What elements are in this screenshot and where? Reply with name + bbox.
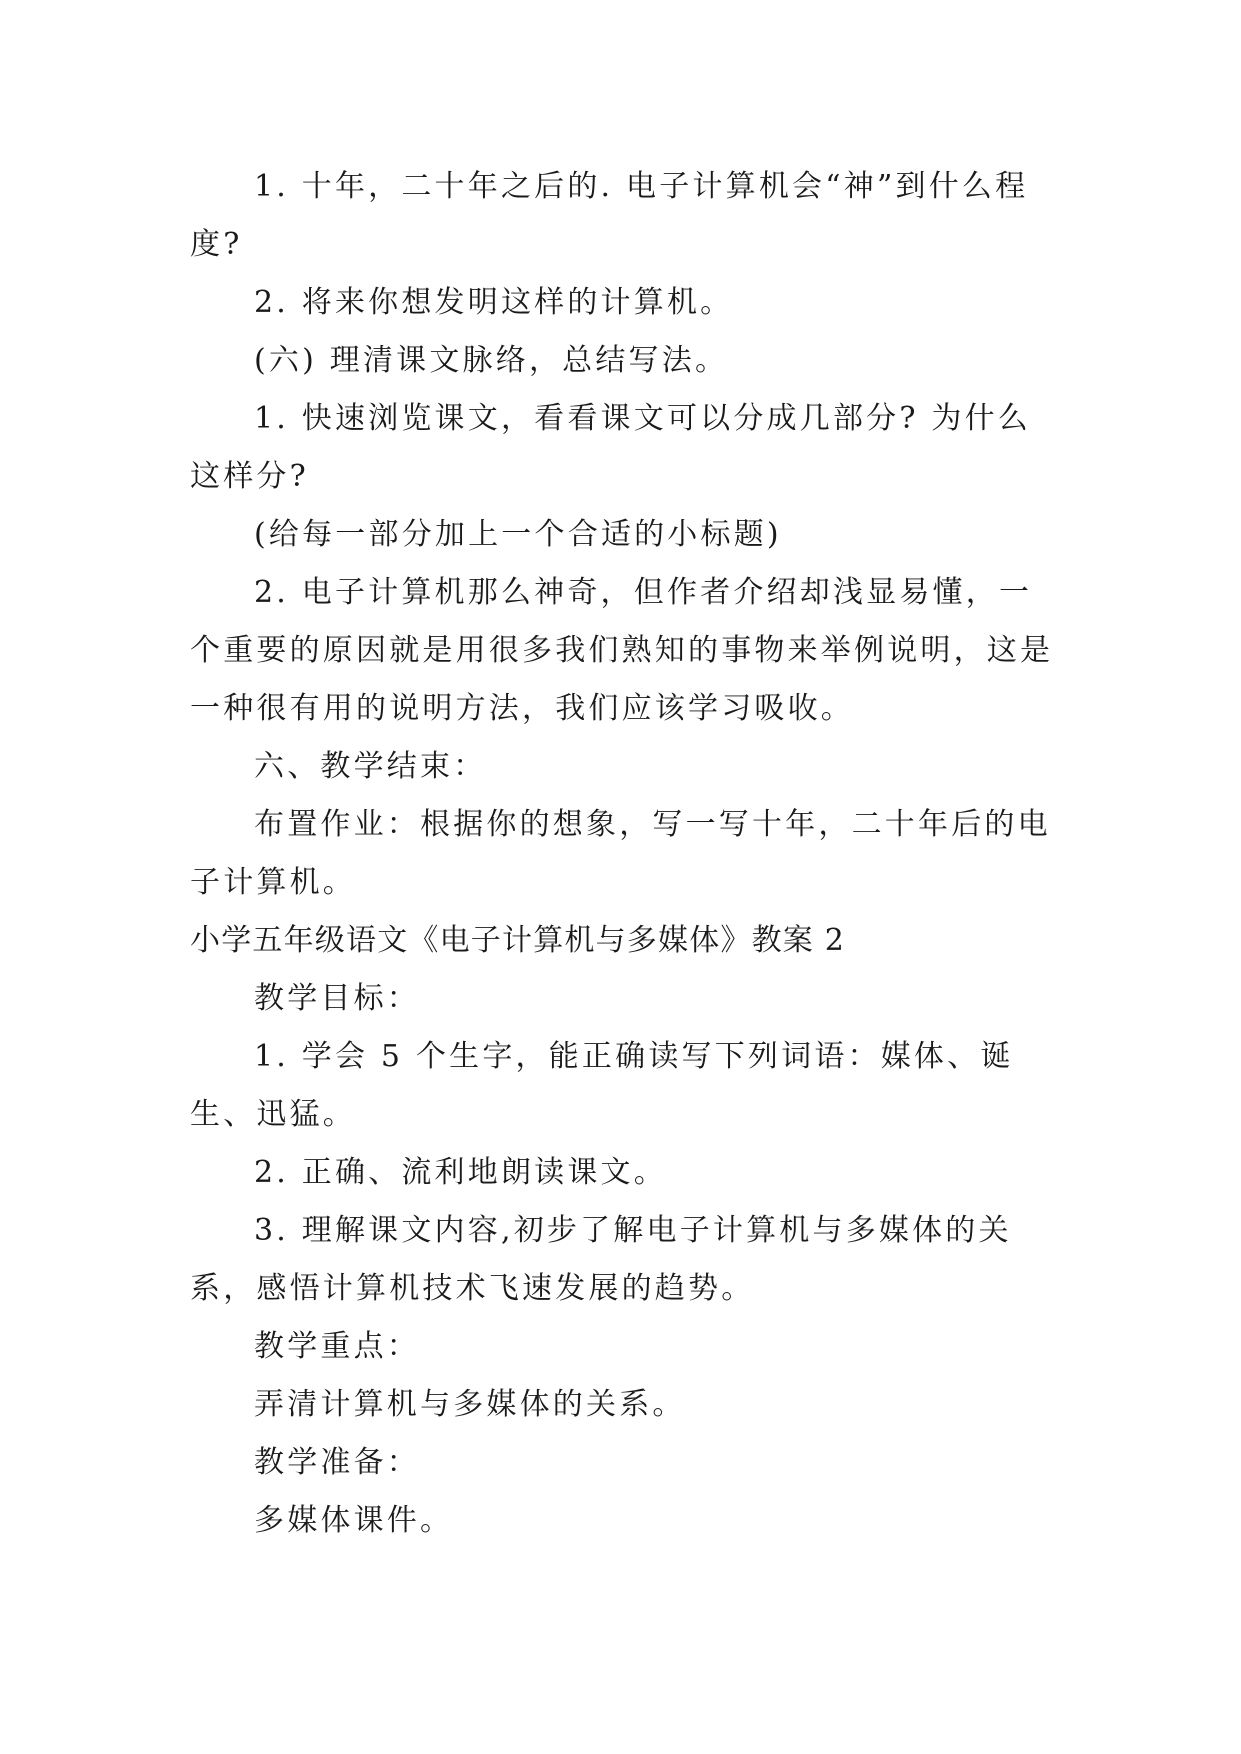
- paragraph-section-six: (六) 理清课文脉络，总结写法。: [254, 343, 729, 378]
- paragraph-objective-2: 2. 正确、流利地朗读课文。: [254, 1155, 667, 1190]
- paragraph-homework: 布置作业：根据你的想象，写一写十年，二十年后的电子计算机。: [190, 807, 1051, 900]
- paragraph-note: (给每一部分加上一个合适的小标题): [254, 517, 782, 552]
- paragraph-objectives-label: 教学目标：: [254, 981, 420, 1016]
- paragraph-teaching-end: 六、教学结束：: [254, 749, 487, 784]
- paragraph-q2: 2. 将来你想发明这样的计算机。: [254, 285, 734, 320]
- paragraph-focus-label: 教学重点：: [254, 1329, 420, 1364]
- lesson-plan-title: 小学五年级语文《电子计算机与多媒体》教案 2: [190, 923, 846, 958]
- paragraph-q1: 1. 十年，二十年之后的. 电子计算机会“神”到什么程度?: [190, 169, 1029, 262]
- paragraph-step1: 1. 快速浏览课文，看看课文可以分成几部分? 为什么这样分?: [190, 401, 1031, 494]
- paragraph-preparation-label: 教学准备：: [254, 1445, 420, 1480]
- paragraph-objective-3: 3. 理解课文内容,初步了解电子计算机与多媒体的关系，感悟计算机技术飞速发展的趋势。: [190, 1213, 1012, 1306]
- paragraph-preparation: 多媒体课件。: [254, 1503, 454, 1538]
- paragraph-step2: 2. 电子计算机那么神奇，但作者介绍却浅显易懂，一个重要的原因就是用很多我们熟知的事物来举例说明，这是一种很有用的说明方法，我们应该学习吸收。: [190, 575, 1054, 726]
- paragraph-focus: 弄清计算机与多媒体的关系。: [254, 1387, 686, 1422]
- paragraph-objective-1: 1. 学会 5 个生字，能正确读写下列词语：媒体、诞生、迅猛。: [190, 1039, 1014, 1132]
- document-body: [190, 158, 1060, 1550]
